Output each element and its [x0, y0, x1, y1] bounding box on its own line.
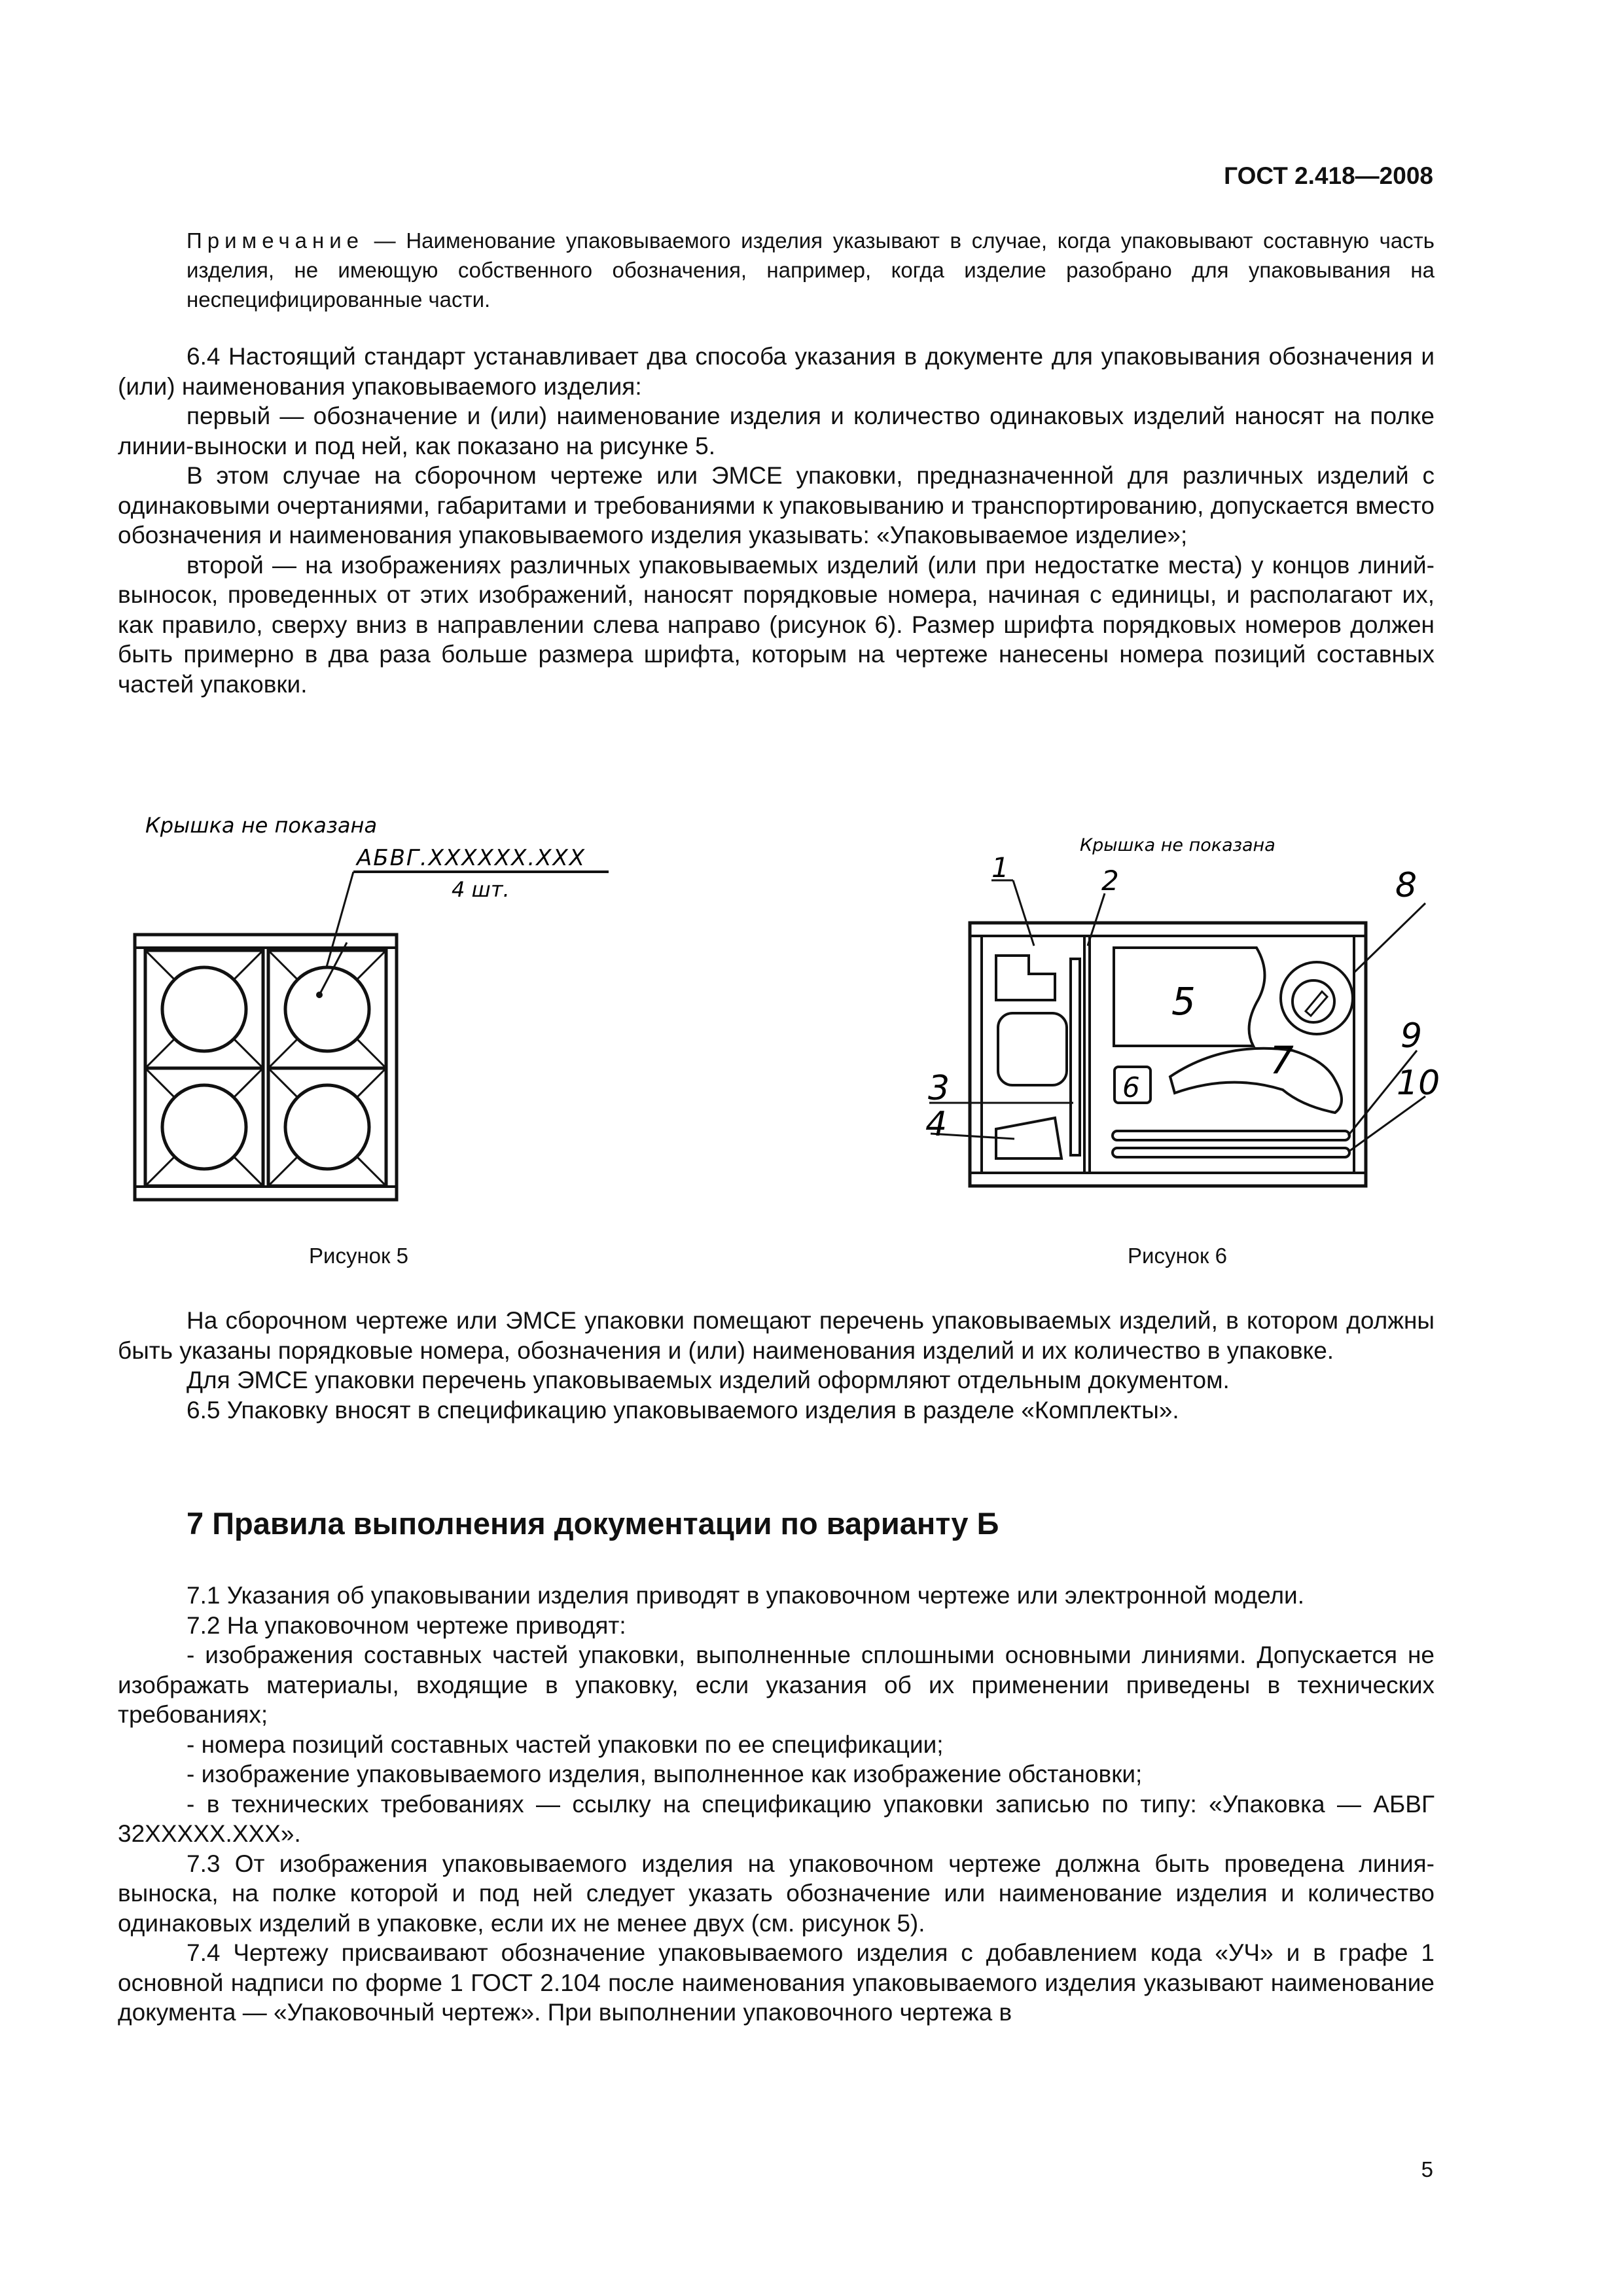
figure-5-drawing: [131, 805, 622, 1211]
fig6-label-7: 7: [1270, 1038, 1294, 1083]
paragraph-7-4: 7.4 Чертежу присваивают обозначение упаковываемого изделия с добавлением кода «УЧ» и в графе 1 основной надписи по форме 1 ГОСТ 2.104 после наименования упаковываемого изделия указывают наименование документа — «Упаковочный чертеж». При выполнении упаковочного чертежа в: [118, 1939, 1435, 2026]
bullet-spec-reference: - в технических требованиях — ссылку на спецификацию упаковки записью по типу: «Упаковка — АБВГ 32XXXXX.XXX».: [118, 1790, 1435, 1847]
note-block: [118, 226, 1435, 314]
paragraph-7-3: 7.3 От изображения упаковываемого изделия на упаковочном чертеже должна быть проведена линия-выноска, на полке которой и под ней следует указать обозначение или наименование изделия и количество одинаковых изделий в упаковке, если их не менее двух (см. рисунок 5).: [118, 1850, 1435, 1937]
note-text: — Наименование упаковываемого изделия указывают в случае, когда упаковывают составную часть изделия, не имеющую собственного обозначения, например, когда изделие разобрано для упаковывания на неспецифицированные части.: [187, 228, 1435, 312]
fig6-label-4: 4: [925, 1105, 948, 1144]
figure-6-caption: Рисунок 6: [1128, 1244, 1227, 1268]
paragraph-6-4: 6.4 Настоящий стандарт устанавливает два способа указания в документе для упаковывания обозначения и (или) наименования упаковываемого изделия:: [118, 343, 1435, 400]
figure-6-drawing: [916, 825, 1453, 1191]
fig6-label-10: 10: [1397, 1064, 1440, 1103]
note-paragraph: [118, 226, 1435, 314]
section-7-text: [118, 1581, 1435, 2028]
fig6-label-5: 5: [1171, 979, 1196, 1024]
fig6-label-1: 1: [991, 852, 1009, 884]
paragraph-7-1: 7.1 Указания об упаковывании изделия приводят в упаковочном чертеже или электронной модели.: [187, 1582, 1304, 1609]
paragraph-7-2: 7.2 На упаковочном чертеже приводят:: [187, 1611, 626, 1639]
fig5-lid-note: Крышка не показана: [145, 813, 378, 838]
fig6-label-9: 9: [1400, 1016, 1423, 1056]
paragraph-this-case: В этом случае на сборочном чертеже или ЭМСЕ упаковки, предназначенной для различных изделий с одинаковыми очертаниями, габаритами и требованиями к упаковыванию и транспортированию, допускается вместо обозначения и наименования упаковываемого изделия указывать: «Упаковываемое изделие»;: [118, 462, 1435, 548]
paragraph-emse-list: Для ЭМСЕ упаковки перечень упаковываемых изделий оформляют отдельным документом.: [187, 1367, 1230, 1393]
fig5-designation: АБВГ.XXXXXX.XXX: [357, 845, 586, 871]
document-code: ГОСТ 2.418—2008: [1224, 162, 1433, 189]
fig6-label-3: 3: [928, 1069, 950, 1108]
paragraph-second-method: второй — на изображениях различных упаковываемых изделий (или при недостатке места) у концов линий-выносок, проведенных от этих изображений, наносят порядковые номера, начиная с единицы, и располагают их, как правило, сверху вниз в направлении слева направо (рисунок 6). Размер шрифта порядковых номеров должен быть примерно в два раза больше размера шрифта, которым на чертеже нанесены номера позиций составных частей упаковки.: [118, 551, 1435, 698]
section-7-heading: 7 Правила выполнения документации по варианту Б: [187, 1506, 999, 1541]
fig6-label-8: 8: [1395, 866, 1418, 905]
fig5-quantity: 4 шт.: [452, 877, 510, 902]
section-6b-text: [118, 1306, 1435, 1425]
paragraph-first-method: первый — обозначение и (или) наименование изделия и количество одинаковых изделий наносят на полке линии-выноски и под ней, как показано на рисунке 5.: [118, 403, 1435, 459]
fig6-lid-note: Крышка не показана: [1080, 835, 1275, 855]
paragraph-list-of-items: На сборочном чертеже или ЭМСЕ упаковки помещают перечень упаковываемых изделий, в котором должны быть указаны порядковые номера, обозначения и (или) наименования изделий и их количество в упаковке.: [118, 1307, 1435, 1364]
section-6-text: [118, 342, 1435, 699]
paragraph-6-5: 6.5 Упаковку вносят в спецификацию упаковываемого изделия в разделе «Комплекты».: [187, 1396, 1179, 1424]
fig6-label-6: 6: [1122, 1071, 1140, 1103]
page-number: 5: [1421, 2157, 1433, 2181]
bullet-components: - изображения составных частей упаковки, выполненные сплошными основными линиями. Допускается не изображать материалы, входящие в упаковку, если указания об их применении приведены в технических требованиях;: [118, 1641, 1435, 1728]
bullet-packed-item-image: - изображение упаковываемого изделия, выполненное как изображение обстановки;: [187, 1761, 1143, 1787]
note-label: Примечание: [187, 228, 365, 253]
figure-5-caption: Рисунок 5: [309, 1244, 408, 1268]
bullet-position-numbers: - номера позиций составных частей упаковки по ее спецификации;: [187, 1731, 944, 1758]
fig6-label-2: 2: [1101, 865, 1119, 897]
